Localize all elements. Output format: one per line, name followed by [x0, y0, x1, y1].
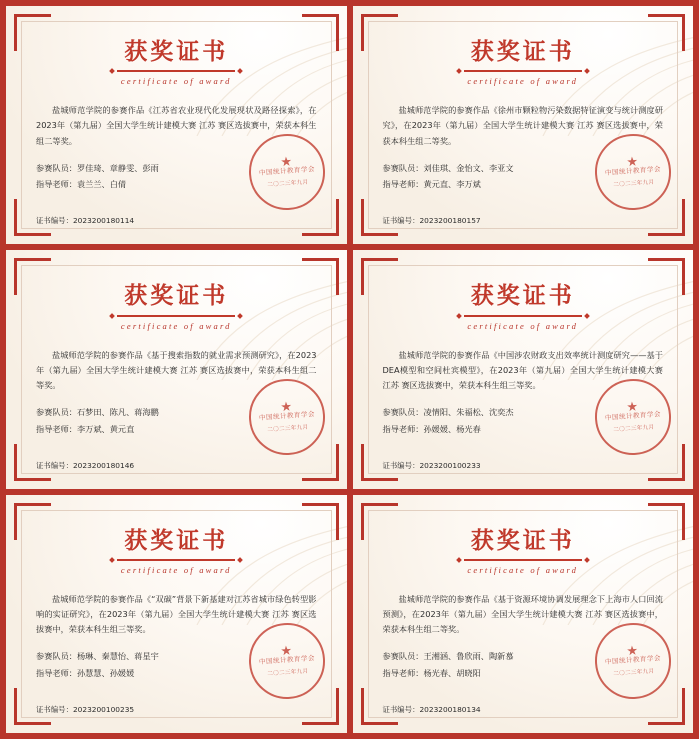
cert-no-value: 2023200180146: [72, 460, 135, 470]
certificate-subtitle: certificate of award: [120, 76, 232, 87]
title-divider: [117, 315, 235, 317]
certificate-heading: [383, 529, 664, 575]
certificate-heading: [36, 284, 317, 330]
certificate-number-line: [383, 460, 664, 471]
award-description: 盐城师范学院的参赛作品《基于资源环境协调发展理念下上海市人口回流预测》，在2023年（第九届）全国大学生统计建模大赛 江苏 赛区选拔赛中，荣获本科生组二等奖。: [382, 593, 663, 635]
team-members: 杨琳、秦慧怡、蒋星宇: [76, 651, 159, 662]
award-description: 盐城师范学院的参赛作品《基于搜索指数的就业需求预测研究》，在2023年（第九届）全国大学生统计建模大赛 江苏 赛区选拔赛中，荣获本科生组二等奖。: [36, 349, 317, 390]
seal-organization: 中国统计教育学会: [258, 165, 315, 178]
certificate-card: [6, 495, 347, 733]
team-label: 参赛队员：: [382, 651, 424, 662]
cert-no-label: 证书编号：: [382, 216, 420, 226]
team-members: 凌情阳、朱福松、沈奕杰: [423, 407, 514, 418]
certificate-heading: [36, 529, 317, 575]
title-divider: [117, 559, 235, 561]
advisor-names: 孙媛媛、杨光春: [423, 423, 481, 434]
award-description: 盐城师范学院的参赛作品《中国涉农财政支出效率统计测度研究——基于DEA模型和空间杜宾模型》，在2023年（第九届）全国大学生统计建模大赛 江苏 赛区选拔赛中，荣获本科生组三等奖。: [382, 349, 663, 390]
certificate-heading: [383, 40, 664, 86]
award-description: 盐城师范学院的参赛作品《徐州市颗粒物污染数据特征演变与统计测度研究》，在2023年（第九届）全国大学生统计建模大赛 江苏 赛区选拔赛中，荣获本科生组二等奖。: [382, 105, 663, 146]
certificate-number-line: [383, 704, 664, 715]
cert-no-label: 证书编号：: [382, 460, 420, 470]
title-divider: [117, 70, 235, 72]
cert-no-label: 证书编号：: [382, 704, 420, 714]
cert-no-value: 2023200100233: [419, 460, 481, 470]
advisor-names: 袁兰兰、白倩: [76, 179, 127, 190]
certificate-subtitle: certificate of award: [120, 564, 232, 575]
seal-organization: 中国统计教育学会: [604, 654, 662, 667]
advisor-label: 指导老师：: [36, 179, 77, 190]
certificate-card: [353, 6, 694, 244]
team-label: 参赛队员：: [382, 407, 424, 418]
team-members: 罗佳琦、章静雯、彭雨: [76, 162, 159, 173]
cert-no-label: 证书编号：: [36, 460, 73, 470]
star-icon: ★: [625, 398, 639, 415]
seal-date: 二〇二三年九月: [266, 179, 309, 189]
seal-date: 二〇二三年九月: [613, 423, 655, 433]
star-icon: ★: [625, 642, 639, 659]
advisor-label: 指导老师：: [36, 423, 77, 434]
seal-date: 二〇二三年九月: [266, 423, 309, 433]
certificate-subtitle: certificate of award: [467, 320, 579, 331]
team-label: 参赛队员：: [36, 162, 77, 173]
advisor-label: 指导老师：: [382, 179, 424, 190]
certificate-number-line: [36, 215, 317, 226]
cert-no-value: 2023200180134: [419, 704, 481, 714]
seal-organization: 中国统计教育学会: [604, 165, 662, 178]
certificate-card: [353, 495, 694, 733]
certificate-number-line: [36, 460, 317, 471]
award-description: 盐城师范学院的参赛作品《江苏省农业现代化发展现状及路径探索》，在2023年（第九届）全国大学生统计建模大赛 江苏 赛区选拔赛中，荣获本科生组二等奖。: [36, 105, 317, 146]
certificate-card: [6, 250, 347, 488]
seal-date: 二〇二三年九月: [613, 179, 655, 189]
advisor-names: 孙慧慧、孙媛媛: [76, 667, 135, 678]
title-divider: [464, 315, 582, 317]
star-icon: ★: [625, 154, 639, 170]
certificate-card: [353, 250, 694, 488]
team-members: 王湘涵、鲁欣雨、陶新慕: [423, 651, 514, 662]
certificate-number-line: [36, 704, 317, 715]
certificate-subtitle: certificate of award: [467, 564, 579, 575]
cert-no-label: 证书编号：: [36, 704, 73, 714]
team-label: 参赛队员：: [36, 407, 77, 418]
certificate-number-line: [383, 215, 664, 226]
certificate-subtitle: certificate of award: [467, 76, 579, 87]
certificate-heading: [383, 284, 664, 330]
advisor-names: 杨光春、胡晓阳: [423, 667, 481, 678]
certificate-subtitle: certificate of award: [120, 320, 232, 331]
cert-no-value: 2023200100235: [72, 704, 135, 714]
certificate-heading: [36, 40, 317, 86]
certificate-title: 获奖证书: [124, 283, 229, 310]
certificate-title: 获奖证书: [470, 39, 575, 65]
star-icon: ★: [279, 154, 293, 170]
award-description: 盐城师范学院的参赛作品《“双碳”背景下新基建对江苏省城市绿色转型影响的实证研究》，在2023年（第九届）全国大学生统计建模大赛 江苏 赛区选拔赛中，荣获本科生组三等奖。: [36, 593, 317, 635]
title-divider: [464, 559, 582, 561]
certificate-title: 获奖证书: [470, 283, 575, 310]
certificate-title: 获奖证书: [470, 527, 575, 554]
advisor-label: 指导老师：: [36, 667, 77, 678]
team-members: 刘佳琪、金怡文、李亚文: [423, 162, 514, 173]
certificate-title: 获奖证书: [124, 39, 229, 65]
seal-organization: 中国统计教育学会: [258, 409, 315, 422]
star-icon: ★: [279, 642, 293, 659]
seal-organization: 中国统计教育学会: [258, 654, 315, 667]
advisor-label: 指导老师：: [382, 667, 424, 678]
advisor-label: 指导老师：: [382, 423, 424, 434]
certificate-card: [6, 6, 347, 244]
seal-organization: 中国统计教育学会: [604, 409, 662, 422]
team-label: 参赛队员：: [36, 651, 77, 662]
team-members: 石梦田、陈凡、蒋海鹏: [76, 407, 159, 418]
advisor-names: 黄元直、李万斌: [423, 179, 481, 190]
seal-date: 二〇二三年九月: [266, 668, 309, 678]
seal-date: 二〇二三年九月: [613, 668, 655, 678]
title-divider: [464, 70, 582, 72]
certificate-title: 获奖证书: [124, 527, 229, 554]
star-icon: ★: [279, 398, 293, 415]
cert-no-value: 2023200180157: [419, 216, 481, 226]
advisor-names: 李万斌、黄元直: [76, 423, 135, 434]
cert-no-label: 证书编号：: [36, 216, 73, 226]
cert-no-value: 2023200180114: [72, 216, 135, 226]
team-label: 参赛队员：: [382, 162, 424, 173]
